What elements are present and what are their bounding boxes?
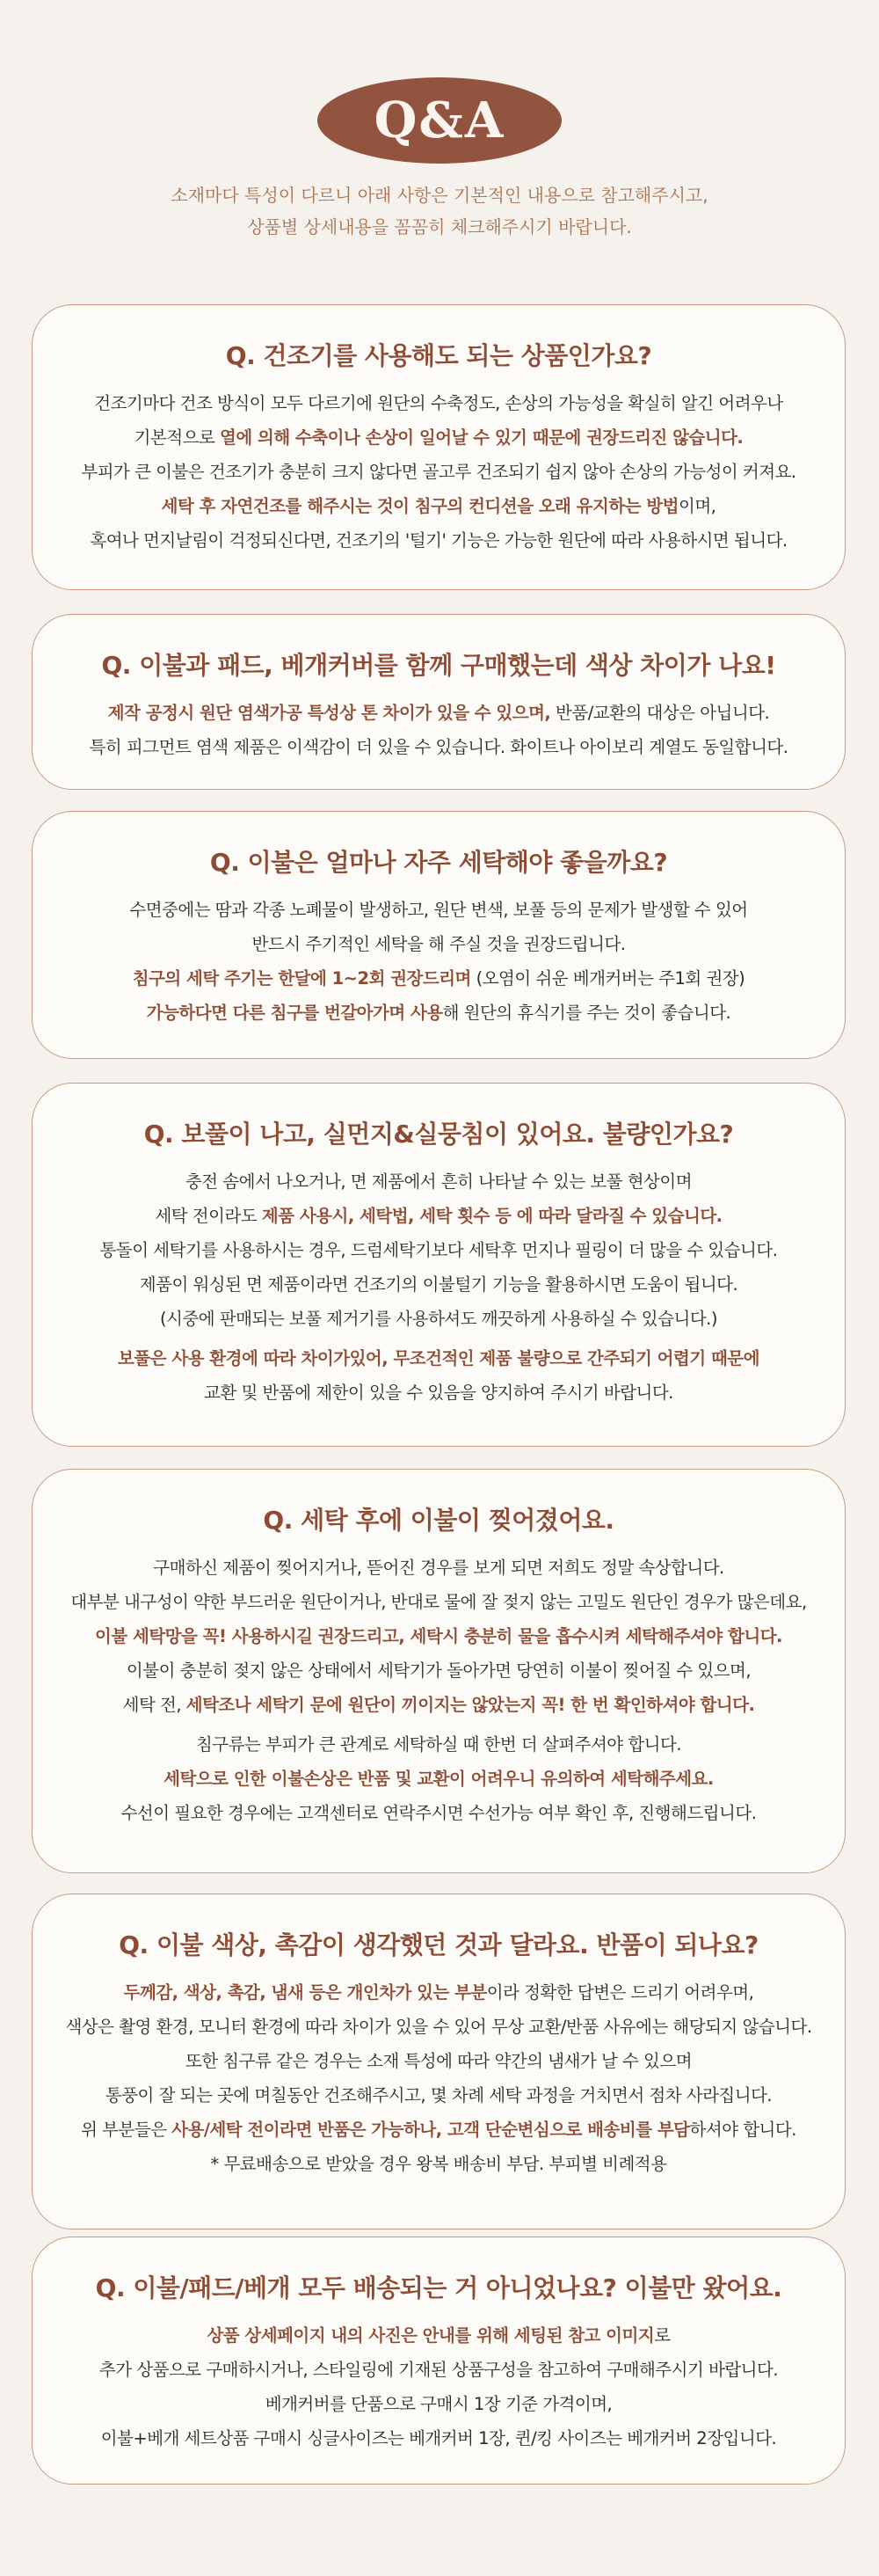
answer-line (33, 1762, 845, 1796)
faq-question: Q. 이불/패드/베개 모두 배송되는 거 아니었나요? 이불만 왔어요. (95, 2273, 782, 2302)
faq-answer (33, 1551, 845, 1830)
answer-text: 또한 침구류 같은 경우는 소재 특성에 따라 약간의 냄새가 날 수 있으며 (185, 2051, 693, 2071)
answer-text: 하셔야 합니다. (689, 2120, 796, 2140)
answer-text: 통풍이 잘 되는 곳에 며칠동안 건조해주시고, 몇 차례 세탁 과정을 거치면서 점차 사라집니다. (105, 2085, 773, 2105)
answer-line (33, 1975, 845, 2010)
intro-line: 상품별 상세내용을 꼼꼼히 체크해주시기 바랍니다. (247, 216, 632, 237)
answer-line (33, 2353, 845, 2387)
highlight-text: 사용/세탁 전이라면 반품은 가능하나, 고객 단순변심으로 배송비를 부담 (171, 2120, 690, 2140)
highlight-text: 이불 세탁망을 꼭! 사용하시길 권장드리고, 세탁시 충분히 물을 흡수시켜 세탁해주셔야 합니다. (95, 1626, 782, 1646)
answer-line (33, 996, 845, 1030)
faq-answer (33, 386, 845, 558)
faq-question: Q. 이불은 얼마나 자주 세탁해야 좋을까요? (209, 848, 668, 877)
answer-line (33, 2010, 845, 2044)
answer-text: 구매하신 제품이 찢어지거나, 뜯어진 경우를 보게 되면 저희도 정말 속상합니다. (153, 1558, 724, 1578)
answer-text: 위 부분들은 (81, 2120, 172, 2140)
answer-line (33, 1551, 845, 1585)
faq-card (32, 1469, 846, 1873)
answer-text: 수면중에는 땀과 각종 노폐물이 발생하고, 원단 변색, 보풀 등의 문제가 발생할 수 있어 (129, 900, 748, 920)
answer-line (33, 1267, 845, 1302)
answer-line (33, 2044, 845, 2078)
answer-text: 로 (654, 2325, 671, 2346)
highlight-text: 보풀은 사용 환경에 따라 차이가있어, 무조건적인 제품 불량으로 간주되기 어렵기 때문에 (118, 1348, 759, 1368)
answer-line (33, 696, 845, 730)
answer-line (33, 927, 845, 961)
answer-text: 대부분 내구성이 약한 부드러운 원단이거나, 반대로 물에 잘 젖지 않는 고밀도 원단인 경우가 많은데요, (70, 1592, 807, 1612)
faq-card (32, 1083, 846, 1447)
faq-card (32, 811, 846, 1059)
answer-line (33, 1653, 845, 1688)
answer-text: 세탁 전이라도 (155, 1206, 262, 1226)
answer-text: 이불+베개 세트상품 구매시 싱글사이즈는 베개커버 1장, 퀸/킹 사이즈는 베개커버 2장입니다. (100, 2428, 777, 2448)
highlight-text: 가능하다면 다른 침구를 번갈아가며 사용 (146, 1003, 443, 1023)
answer-text: 부피가 큰 이불은 건조기가 충분히 크지 않다면 골고루 건조되기 쉽지 않아 손상의 가능성이 커져요. (81, 462, 796, 482)
faq-answer (33, 2318, 845, 2456)
answer-text: (오염이 쉬운 베개커버는 주1회 권장) (470, 968, 745, 989)
answer-text: 건조기마다 건조 방식이 모두 다르기에 원단의 수축정도, 손상의 가능성을 확실히 알긴 어려우나 (94, 393, 783, 413)
answer-text: 반드시 주기적인 세탁을 해 주실 것을 권장드립니다. (251, 934, 626, 954)
answer-line (33, 1164, 845, 1199)
answer-line (33, 420, 845, 455)
answer-text: 베개커버를 단품으로 구매시 1장 기준 가격이며, (265, 2394, 613, 2414)
answer-text: 이며, (679, 496, 716, 516)
answer-line (33, 730, 845, 764)
faq-answer (33, 1975, 845, 2181)
answer-text: 세탁 전, (122, 1695, 186, 1715)
answer-line (33, 1302, 845, 1336)
answer-text: 충전 솜에서 나오거나, 면 제품에서 흔히 나타날 수 있는 보풀 현상이며 (185, 1171, 693, 1192)
answer-line (33, 2421, 845, 2456)
answer-text: 혹여나 먼지날림이 걱정되신다면, 건조기의 '털기' 기능은 가능한 원단에 따라 사용하시면 됩니다. (90, 530, 788, 551)
answer-text: 수선이 필요한 경우에는 고객센터로 연락주시면 수선가능 여부 확인 후, 진행해드립니다. (120, 1803, 757, 1823)
answer-line (33, 2387, 845, 2421)
faq-card (32, 614, 846, 790)
answer-line (33, 2113, 845, 2147)
answer-text: 통돌이 세탁기를 사용하시는 경우, 드럼세탁기보다 세탁후 먼지나 필링이 더 많을 수 있습니다. (99, 1240, 778, 1260)
answer-line (33, 2078, 845, 2113)
highlight-text: 제품 사용시, 세탁법, 세탁 횟수 등 에 따라 달라질 수 있습니다. (261, 1206, 723, 1226)
highlight-text: 세탁조나 세탁기 문에 원단이 끼이지는 않았는지 꼭! 한 번 확인하셔야 합니다. (185, 1695, 755, 1715)
answer-text: 이불이 충분히 젖지 않은 상태에서 세탁기가 돌아가면 당연히 이불이 찢어질 수 있으며, (126, 1660, 752, 1681)
answer-text: 이라 정확한 답변은 드리기 어려우며, (486, 1982, 754, 2003)
answer-text: 제품이 워싱된 면 제품이라면 건조기의 이불털기 기능을 활용하시면 도움이 됩니다. (139, 1274, 738, 1295)
faq-question: Q. 보풀이 나고, 실먼지&실뭉침이 있어요. 불량인가요? (143, 1120, 734, 1149)
highlight-text: 침구의 세탁 주기는 한달에 1~2회 권장드리며 (132, 968, 471, 989)
answer-line (33, 1376, 845, 1410)
faq-answer (33, 893, 845, 1030)
answer-text: 특히 피그먼트 염색 제품은 이색감이 더 있을 수 있습니다. 화이트나 아이보리 계열도 동일합니다. (89, 737, 788, 757)
faq-question: Q. 이불과 패드, 베개커버를 함께 구매했는데 색상 차이가 나요! (101, 651, 776, 680)
highlight-text: 상품 상세페이지 내의 사진은 안내를 위해 세팅된 참고 이미지 (207, 2325, 655, 2346)
answer-text: 해 원단의 휴식기를 주는 것이 좋습니다. (442, 1003, 731, 1023)
answer-line (33, 2318, 845, 2353)
highlight-text: 열에 의해 수축이나 손상이 일어날 수 있기 때문에 권장드리진 않습니다. (220, 427, 744, 448)
answer-line (33, 893, 845, 927)
faq-card (32, 2237, 846, 2485)
highlight-text: 세탁 후 자연건조를 해주시는 것이 침구의 컨디션을 오래 유지하는 방법 (161, 496, 679, 516)
faq-card (32, 304, 846, 590)
answer-line (33, 1199, 845, 1233)
answer-line (33, 1233, 845, 1267)
faq-question: Q. 건조기를 사용해도 되는 상품인가요? (225, 341, 652, 370)
answer-text: 교환 및 반품에 제한이 있을 수 있음을 양지하여 주시기 바랍니다. (204, 1383, 673, 1403)
faq-question: Q. 세탁 후에 이불이 찢어졌어요. (263, 1506, 614, 1535)
faq-answer (33, 1164, 845, 1410)
answer-line (33, 523, 845, 558)
answer-text: 기본적으로 (134, 427, 221, 448)
answer-line (33, 961, 845, 996)
answer-line (33, 386, 845, 420)
answer-line (33, 489, 845, 523)
answer-line (33, 455, 845, 489)
answer-text: 반품/교환의 대상은 아닙니다. (550, 703, 770, 723)
intro-text (0, 179, 879, 243)
page-header (0, 0, 879, 243)
faq-question: Q. 이불 색상, 촉감이 생각했던 것과 달라요. 반품이 되나요? (119, 1930, 759, 1959)
highlight-text: 제작 공정시 원단 염색가공 특성상 톤 차이가 있을 수 있으며, (107, 703, 551, 723)
highlight-text: 세탁으로 인한 이불손상은 반품 및 교환이 어려우니 유의하여 세탁해주세요. (163, 1769, 714, 1789)
answer-text: * 무료배송으로 받았을 경우 왕복 배송비 부담. 부피별 비례적용 (210, 2154, 667, 2174)
answer-line (33, 1796, 845, 1830)
faq-card (32, 1894, 846, 2229)
answer-text: 침구류는 부피가 큰 관계로 세탁하실 때 한번 더 살펴주셔야 합니다. (195, 1734, 682, 1755)
answer-line (33, 1341, 845, 1376)
intro-line: 소재마다 특성이 다르니 아래 사항은 기본적인 내용으로 참고해주시고, (171, 185, 708, 206)
answer-line (33, 1688, 845, 1722)
answer-line (33, 1619, 845, 1653)
answer-line (33, 1585, 845, 1619)
answer-text: 추가 상품으로 구매하시거나, 스타일링에 기재된 상품구성을 참고하여 구매해주시기 바랍니다. (98, 2360, 779, 2380)
qa-logo: Q&A (317, 77, 562, 164)
answer-text: (시중에 판매되는 보풀 제거기를 사용하셔도 깨끗하게 사용하실 수 있습니다.) (160, 1309, 717, 1329)
answer-line (33, 1727, 845, 1762)
highlight-text: 두께감, 색상, 촉감, 냄새 등은 개인차가 있는 부분 (123, 1982, 487, 2003)
answer-text: 색상은 촬영 환경, 모니터 환경에 따라 차이가 있을 수 있어 무상 교환/반품 사유에는 해당되지 않습니다. (65, 2017, 812, 2037)
answer-line (33, 2147, 845, 2181)
faq-answer (33, 696, 845, 764)
